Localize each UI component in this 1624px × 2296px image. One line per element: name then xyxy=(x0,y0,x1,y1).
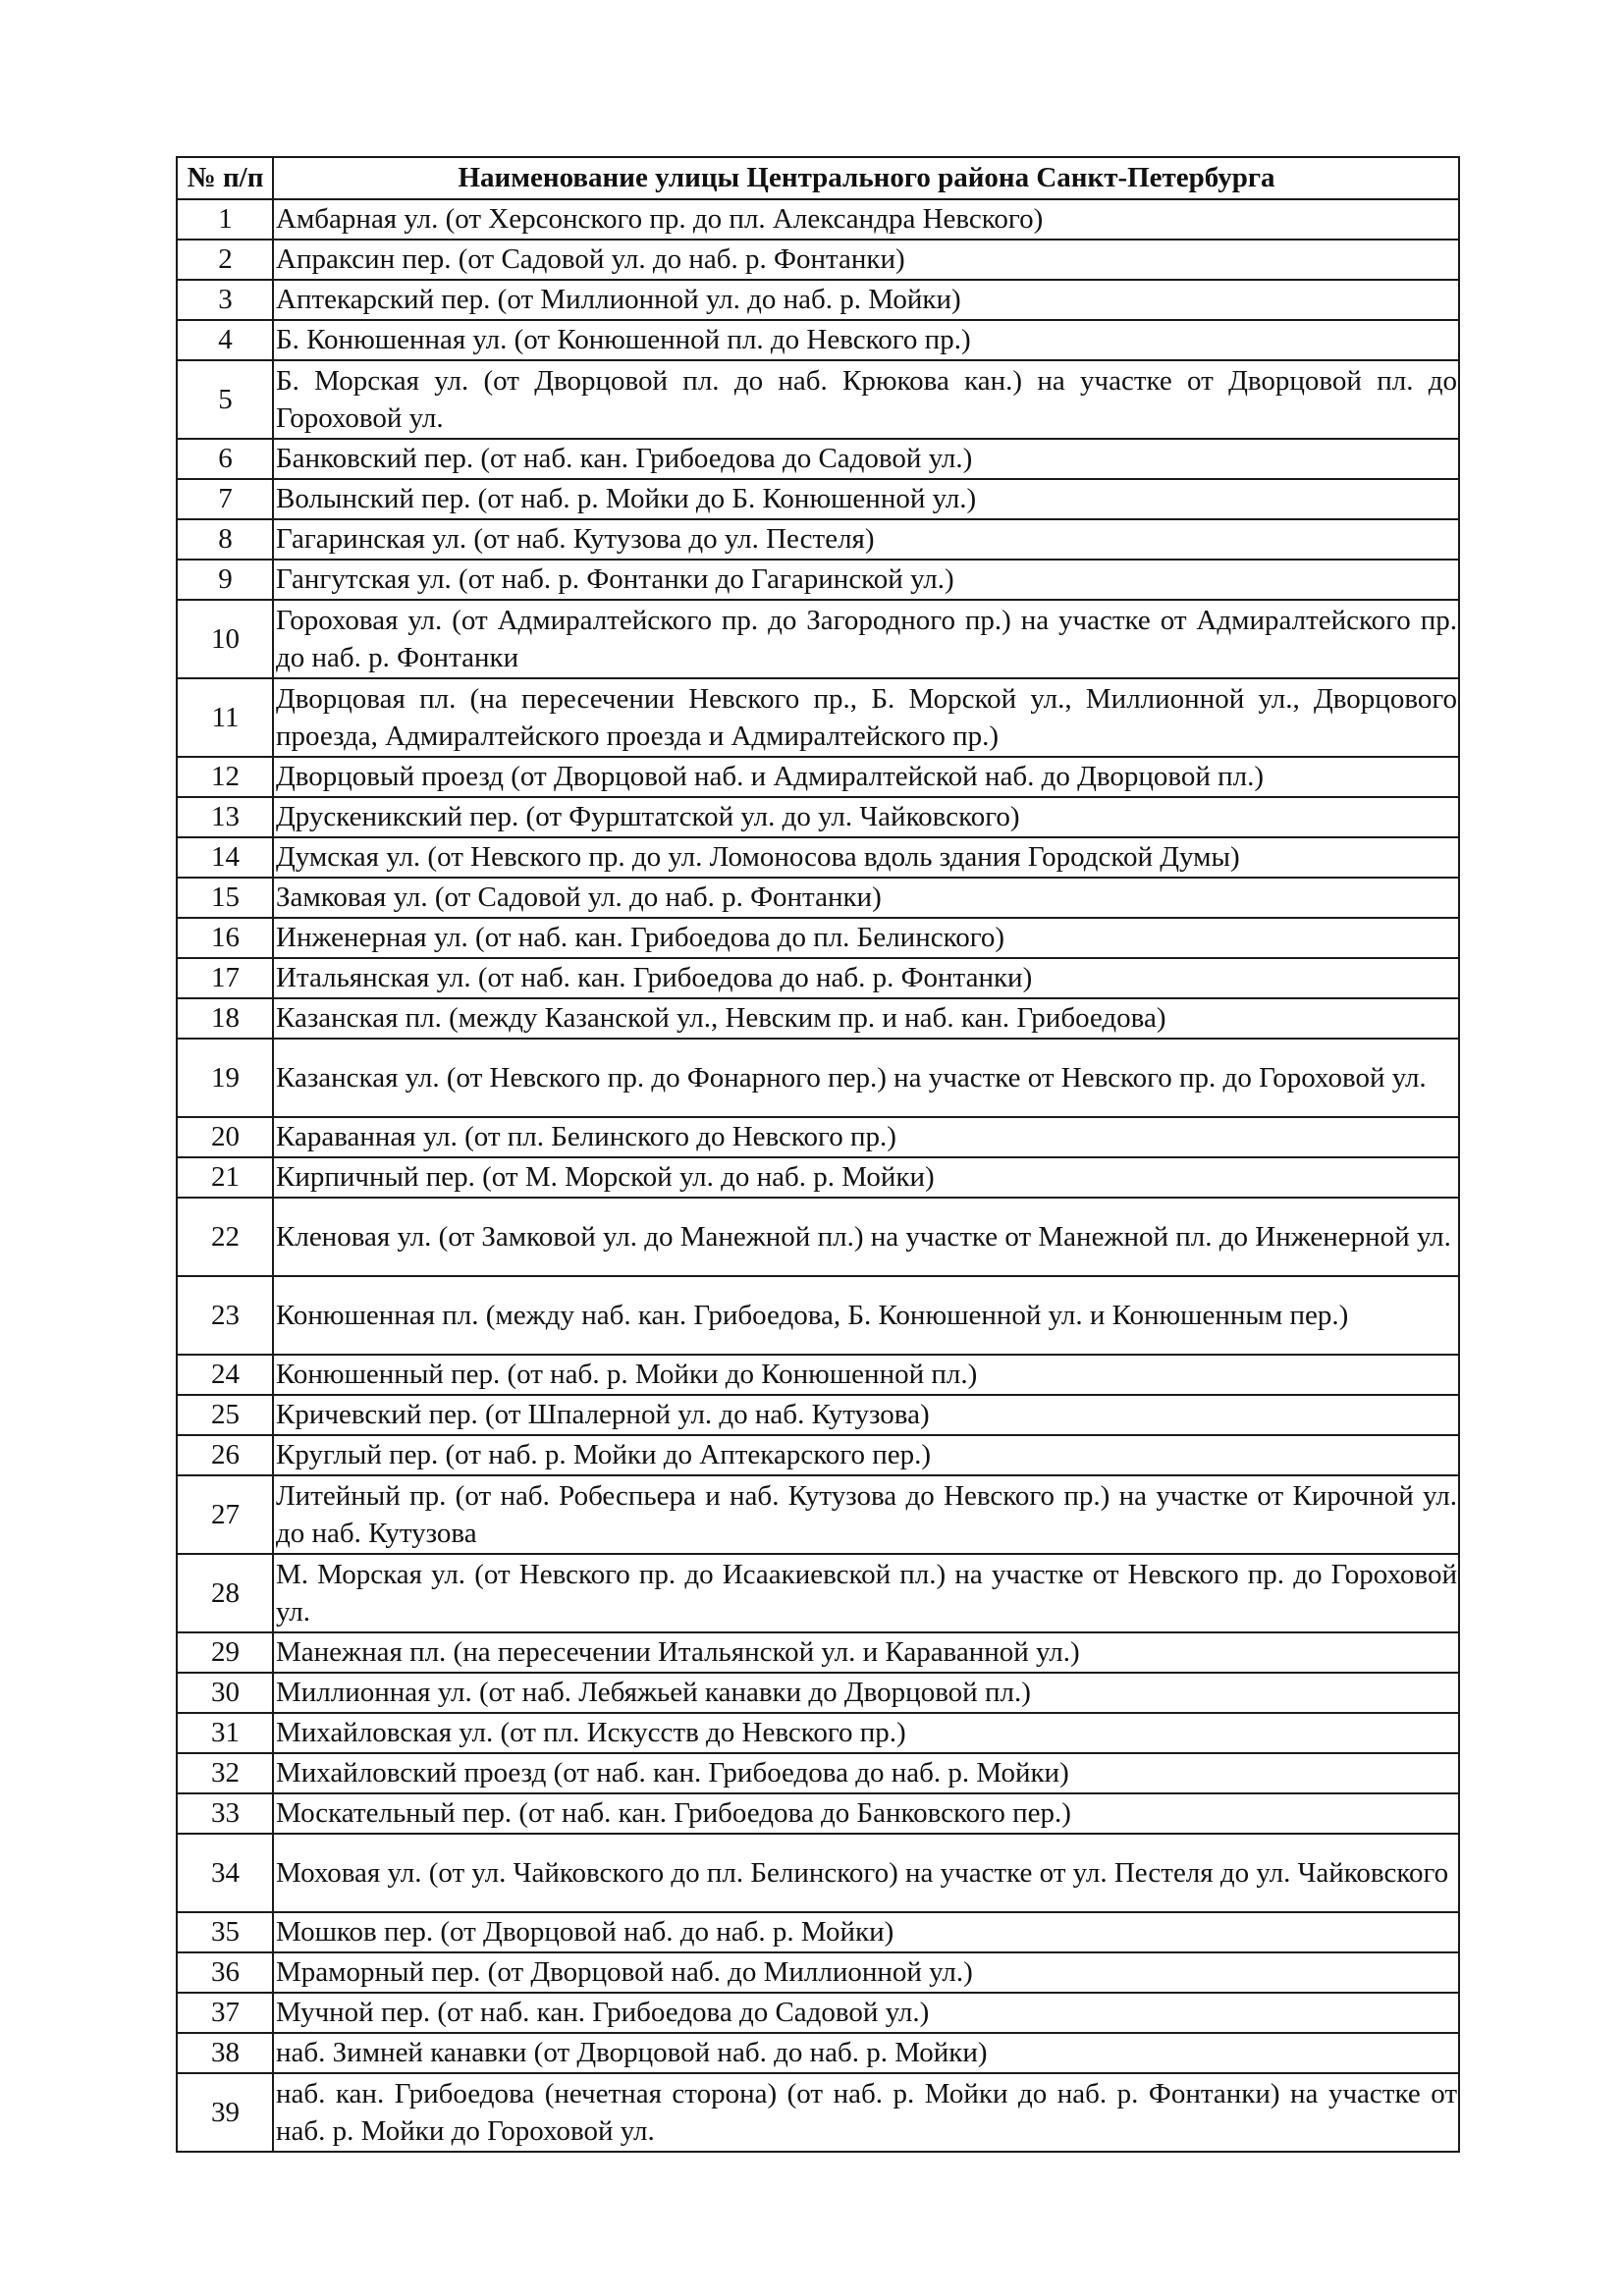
table-body xyxy=(177,199,1459,2152)
table-row xyxy=(177,1117,1459,1157)
row-number: 23 xyxy=(177,1276,273,1355)
row-number: 9 xyxy=(177,560,273,600)
streets-table xyxy=(176,156,1460,2153)
street-name: М. Морская ул. (от Невского пр. до Исаакиевской пл.) на участке от Невского пр. до Гороховой ул. xyxy=(273,1554,1459,1632)
row-number: 16 xyxy=(177,918,273,958)
row-number: 37 xyxy=(177,1993,273,2033)
table-row xyxy=(177,1475,1459,1554)
table-row xyxy=(177,1912,1459,1952)
row-number: 38 xyxy=(177,2033,273,2073)
street-name: Дворцовый проезд (от Дворцовой наб. и Адмиралтейской наб. до Дворцовой пл.) xyxy=(273,757,1459,797)
table-row xyxy=(177,1793,1459,1834)
street-name: Конюшенная пл. (между наб. кан. Грибоедова, Б. Конюшенной ул. и Конюшенным пер.) xyxy=(273,1276,1459,1355)
table-row xyxy=(177,600,1459,678)
table-row xyxy=(177,918,1459,958)
table-row xyxy=(177,199,1459,240)
table-row xyxy=(177,1157,1459,1198)
street-name: Амбарная ул. (от Херсонского пр. до пл. Александра Невского) xyxy=(273,199,1459,240)
street-name: Гороховая ул. (от Адмиралтейского пр. до Загородного пр.) на участке от Адмиралтейского пр. до наб. р. Фонтанки xyxy=(273,600,1459,678)
row-number: 19 xyxy=(177,1039,273,1117)
street-name: Дворцовая пл. (на пересечении Невского пр., Б. Морской ул., Миллионной ул., Дворцового проезда, Адмиралтейского проезда и Адмиралтейского пр.) xyxy=(273,678,1459,757)
street-name: Волынский пер. (от наб. р. Мойки до Б. Конюшенной ул.) xyxy=(273,479,1459,519)
street-name: Гагаринская ул. (от наб. Кутузова до ул. Пестеля) xyxy=(273,519,1459,560)
street-name: Б. Конюшенная ул. (от Конюшенной пл. до Невского пр.) xyxy=(273,320,1459,360)
row-number: 33 xyxy=(177,1793,273,1834)
table-row xyxy=(177,678,1459,757)
street-name: Аптекарский пер. (от Миллионной ул. до наб. р. Мойки) xyxy=(273,280,1459,320)
table-row xyxy=(177,2073,1459,2152)
table-header-row xyxy=(177,157,1459,199)
row-number: 36 xyxy=(177,1952,273,1993)
street-name: Замковая ул. (от Садовой ул. до наб. р. Фонтанки) xyxy=(273,878,1459,918)
table-row xyxy=(177,1753,1459,1793)
row-number: 15 xyxy=(177,878,273,918)
street-name: Апраксин пер. (от Садовой ул. до наб. р. Фонтанки) xyxy=(273,240,1459,280)
table-row xyxy=(177,797,1459,837)
row-number: 28 xyxy=(177,1554,273,1632)
street-name: наб. Зимней канавки (от Дворцовой наб. до наб. р. Мойки) xyxy=(273,2033,1459,2073)
row-number: 30 xyxy=(177,1673,273,1713)
row-number: 35 xyxy=(177,1912,273,1952)
table-row xyxy=(177,1276,1459,1355)
table-row xyxy=(177,2033,1459,2073)
row-number: 20 xyxy=(177,1117,273,1157)
table-row xyxy=(177,320,1459,360)
row-number: 29 xyxy=(177,1632,273,1673)
table-row xyxy=(177,360,1459,439)
row-number: 7 xyxy=(177,479,273,519)
street-name: Михайловский проезд (от наб. кан. Грибоедова до наб. р. Мойки) xyxy=(273,1753,1459,1793)
table-row xyxy=(177,998,1459,1039)
table-row xyxy=(177,1834,1459,1912)
table-row xyxy=(177,878,1459,918)
street-name: Мраморный пер. (от Дворцовой наб. до Миллионной ул.) xyxy=(273,1952,1459,1993)
row-number: 6 xyxy=(177,439,273,479)
street-name: Мошков пер. (от Дворцовой наб. до наб. р. Мойки) xyxy=(273,1912,1459,1952)
row-number: 22 xyxy=(177,1198,273,1276)
street-name: Литейный пр. (от наб. Робеспьера и наб. Кутузова до Невского пр.) на участке от Кирочной ул. до наб. Кутузова xyxy=(273,1475,1459,1554)
row-number: 25 xyxy=(177,1395,273,1435)
street-name: Друскеникский пер. (от Фурштатской ул. до ул. Чайковского) xyxy=(273,797,1459,837)
street-name: Манежная пл. (на пересечении Итальянской ул. и Караванной ул.) xyxy=(273,1632,1459,1673)
street-name: Конюшенный пер. (от наб. р. Мойки до Конюшенной пл.) xyxy=(273,1355,1459,1395)
row-number: 14 xyxy=(177,837,273,878)
table-row xyxy=(177,1198,1459,1276)
street-name: Миллионная ул. (от наб. Лебяжьей канавки до Дворцовой пл.) xyxy=(273,1673,1459,1713)
row-number: 21 xyxy=(177,1157,273,1198)
street-name: Б. Морская ул. (от Дворцовой пл. до наб. Крюкова кан.) на участке от Дворцовой пл. до Гороховой ул. xyxy=(273,360,1459,439)
row-number: 4 xyxy=(177,320,273,360)
table-row xyxy=(177,1632,1459,1673)
row-number: 24 xyxy=(177,1355,273,1395)
row-number: 31 xyxy=(177,1713,273,1753)
table-row xyxy=(177,1952,1459,1993)
table-row xyxy=(177,757,1459,797)
table-row xyxy=(177,1395,1459,1435)
header-number: № п/п xyxy=(177,157,273,199)
row-number: 39 xyxy=(177,2073,273,2152)
street-name: Итальянская ул. (от наб. кан. Грибоедова до наб. р. Фонтанки) xyxy=(273,958,1459,998)
street-name: Кричевский пер. (от Шпалерной ул. до наб. Кутузова) xyxy=(273,1395,1459,1435)
table-row xyxy=(177,958,1459,998)
table-row xyxy=(177,1554,1459,1632)
table-row xyxy=(177,479,1459,519)
row-number: 11 xyxy=(177,678,273,757)
street-name: Москательный пер. (от наб. кан. Грибоедова до Банковского пер.) xyxy=(273,1793,1459,1834)
row-number: 26 xyxy=(177,1435,273,1475)
row-number: 13 xyxy=(177,797,273,837)
row-number: 5 xyxy=(177,360,273,439)
header-street-name: Наименование улицы Центрального района Санкт-Петербурга xyxy=(273,157,1459,199)
row-number: 8 xyxy=(177,519,273,560)
street-name: Михайловская ул. (от пл. Искусств до Невского пр.) xyxy=(273,1713,1459,1753)
table-row xyxy=(177,1993,1459,2033)
row-number: 10 xyxy=(177,600,273,678)
table-row xyxy=(177,439,1459,479)
table-row xyxy=(177,1673,1459,1713)
street-name: Гангутская ул. (от наб. р. Фонтанки до Гагаринской ул.) xyxy=(273,560,1459,600)
street-name: Караванная ул. (от пл. Белинского до Невского пр.) xyxy=(273,1117,1459,1157)
street-name: Круглый пер. (от наб. р. Мойки до Аптекарского пер.) xyxy=(273,1435,1459,1475)
table-row xyxy=(177,1435,1459,1475)
row-number: 27 xyxy=(177,1475,273,1554)
street-name: Моховая ул. (от ул. Чайковского до пл. Белинского) на участке от ул. Пестеля до ул. Чайковского xyxy=(273,1834,1459,1912)
table-row xyxy=(177,1713,1459,1753)
row-number: 2 xyxy=(177,240,273,280)
row-number: 3 xyxy=(177,280,273,320)
table-row xyxy=(177,280,1459,320)
table-row xyxy=(177,1355,1459,1395)
street-name: Мучной пер. (от наб. кан. Грибоедова до Садовой ул.) xyxy=(273,1993,1459,2033)
table-row xyxy=(177,560,1459,600)
row-number: 18 xyxy=(177,998,273,1039)
row-number: 1 xyxy=(177,199,273,240)
table-row xyxy=(177,519,1459,560)
street-name: Казанская пл. (между Казанской ул., Невским пр. и наб. кан. Грибоедова) xyxy=(273,998,1459,1039)
street-name: Кленовая ул. (от Замковой ул. до Манежной пл.) на участке от Манежной пл. до Инженерной ул. xyxy=(273,1198,1459,1276)
street-name: наб. кан. Грибоедова (нечетная сторона) (от наб. р. Мойки до наб. р. Фонтанки) на участке от наб. р. Мойки до Гороховой ул. xyxy=(273,2073,1459,2152)
table-row xyxy=(177,1039,1459,1117)
row-number: 32 xyxy=(177,1753,273,1793)
row-number: 34 xyxy=(177,1834,273,1912)
table-row xyxy=(177,837,1459,878)
street-name: Думская ул. (от Невского пр. до ул. Ломоносова вдоль здания Городской Думы) xyxy=(273,837,1459,878)
row-number: 12 xyxy=(177,757,273,797)
street-name: Инженерная ул. (от наб. кан. Грибоедова до пл. Белинского) xyxy=(273,918,1459,958)
row-number: 17 xyxy=(177,958,273,998)
street-name: Казанская ул. (от Невского пр. до Фонарного пер.) на участке от Невского пр. до Гороховой ул. xyxy=(273,1039,1459,1117)
street-name: Кирпичный пер. (от М. Морской ул. до наб. р. Мойки) xyxy=(273,1157,1459,1198)
table-row xyxy=(177,240,1459,280)
street-name: Банковский пер. (от наб. кан. Грибоедова до Садовой ул.) xyxy=(273,439,1459,479)
